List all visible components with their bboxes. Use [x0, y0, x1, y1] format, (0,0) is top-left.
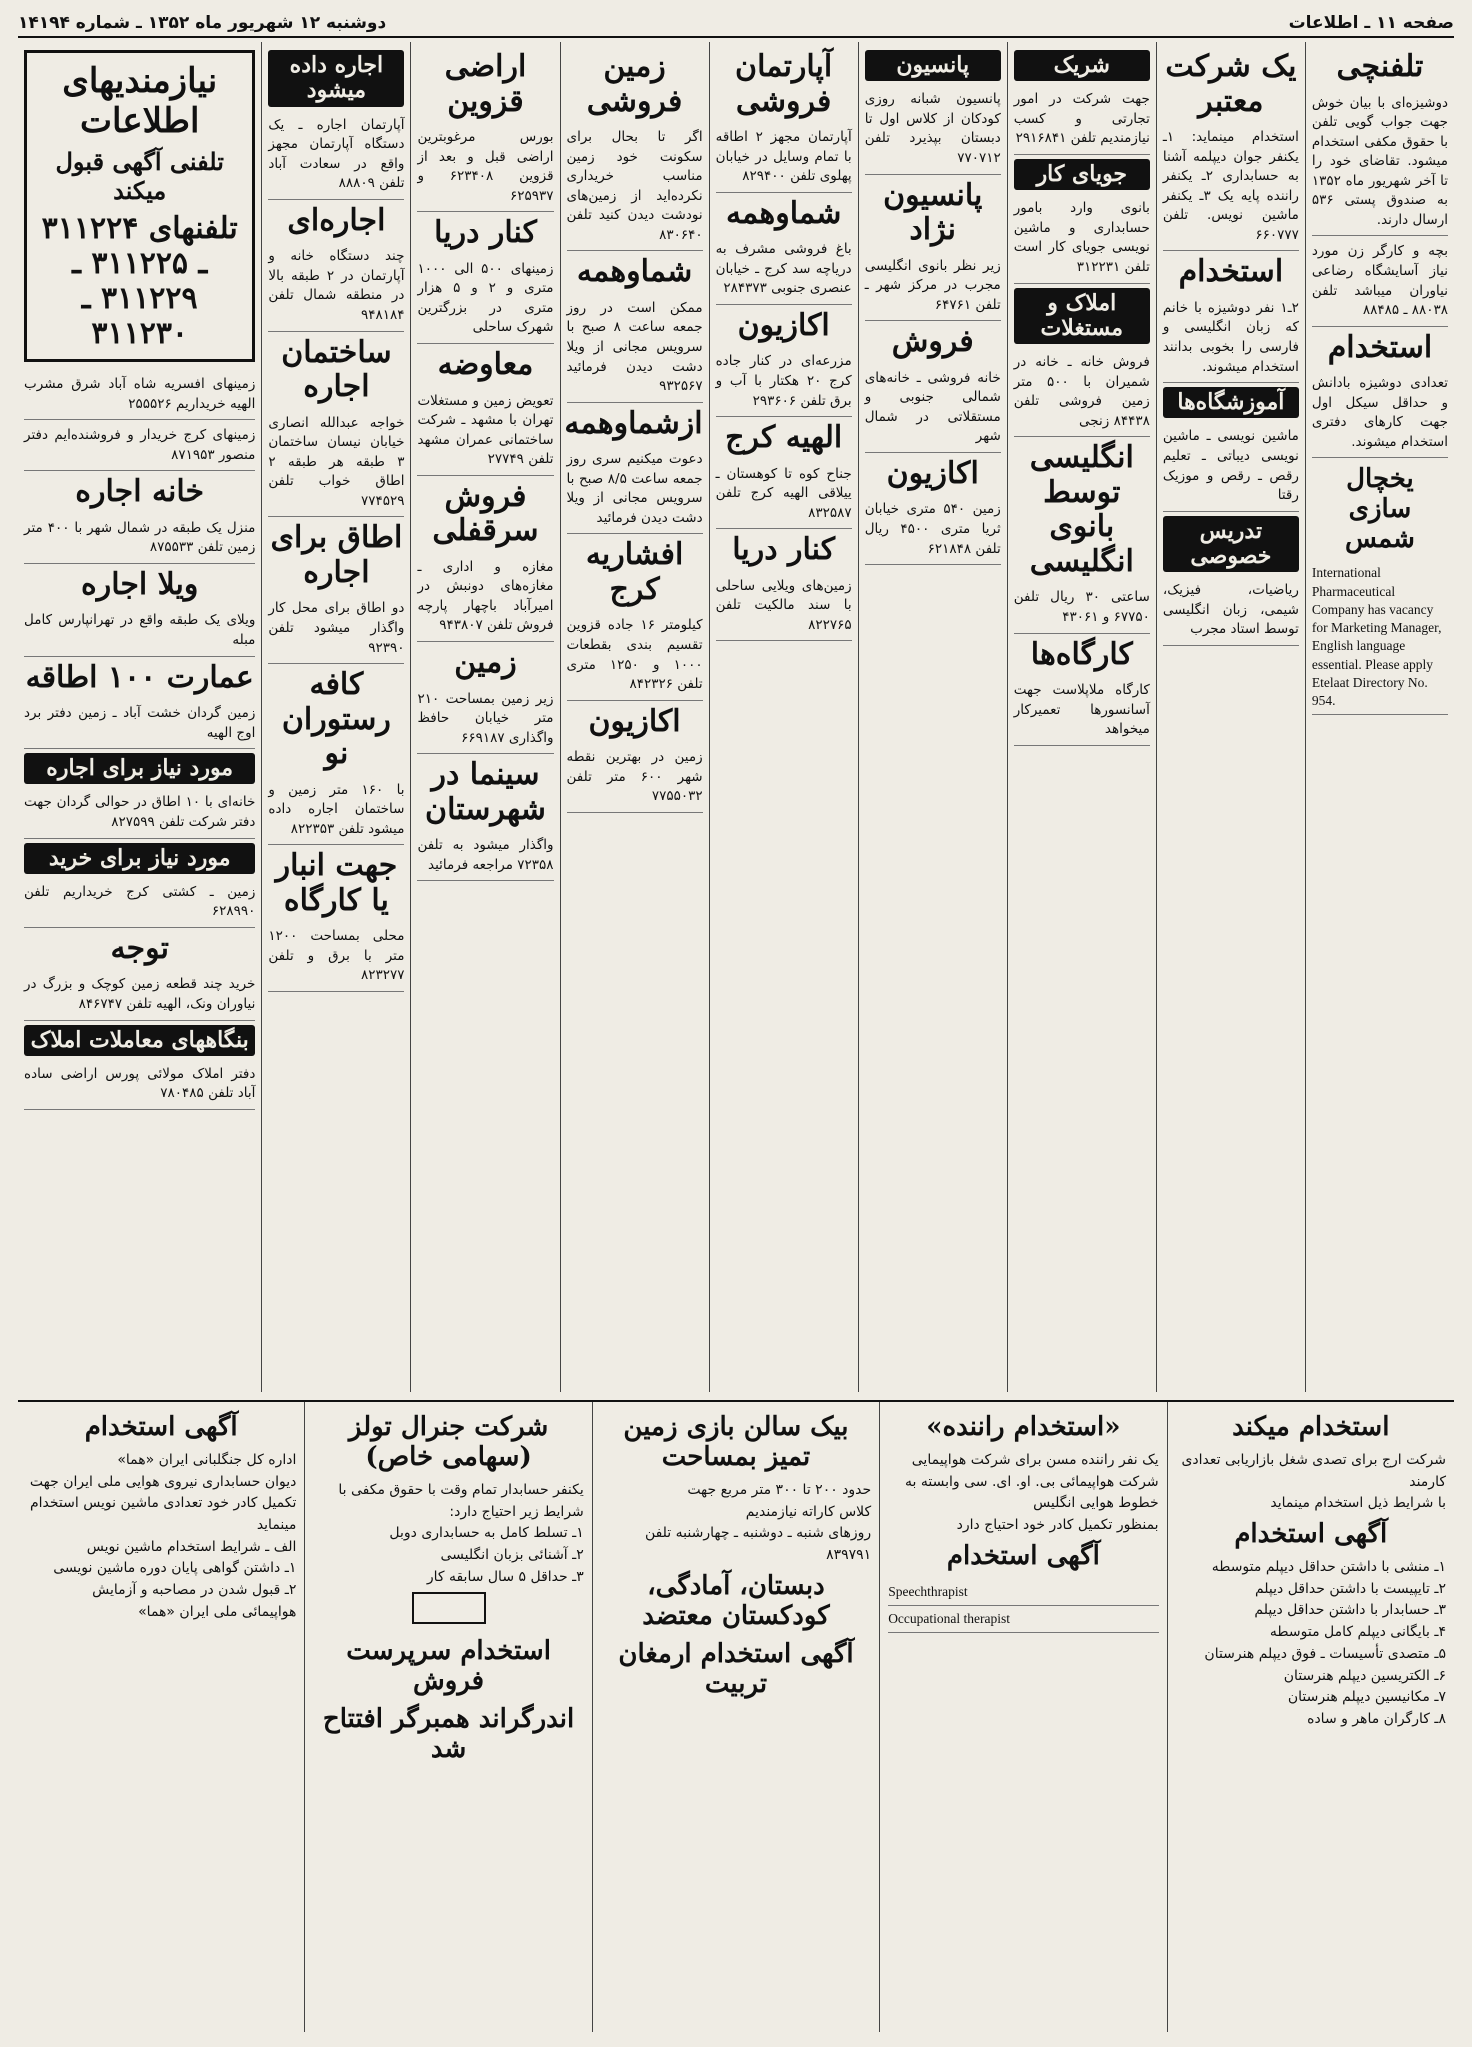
section-banner: تدریس خصوصی [1163, 516, 1299, 573]
section-heading: توجه [110, 930, 169, 966]
section-heading: استخدام [1178, 254, 1284, 290]
section-heading: سینما در شهرستان [425, 757, 546, 827]
ad-line: الف ـ شرایط استخدام ماشین نویس [86, 1538, 297, 1555]
ad-item: زمین ۵۴۰ متری خیابان ثریا متری ۴۵۰۰ ریال تلفن ۶۲۱۸۴۸ [865, 497, 1001, 565]
section-heading: ازشماوهمه [564, 405, 703, 441]
ad-line: حدود ۲۰۰ تا ۳۰۰ متر مربع جهت [687, 1482, 872, 1498]
ad-item: با ۱۶۰ متر زمین و ساختمان اجاره داده میشود تلفن ۸۲۲۳۵۳ [268, 778, 404, 846]
ad-line: ۲ـ آشنائی بزبان انگلیسی [440, 1547, 584, 1564]
ad-item: تعویض زمین و مستغلات تهران با مشهد ـ شرکت ساختمانی عمران مشهد تلفن ۲۷۷۴۹ [417, 389, 553, 476]
display-ad-title: یخچال سازی شمس [1344, 464, 1415, 555]
section-heading: اجاره‌ای [287, 202, 386, 238]
classifieds-title: نیازمندیهای اطلاعات [62, 61, 218, 141]
ad-line: شرکت ارج برای تصدی شغل بازاریابی تعدادی کارمند [1181, 1452, 1446, 1490]
english-ad-line: Occupational therapist [888, 1606, 1158, 1633]
ad-item: خانه فروشی ـ خانه‌های شمالی جنوبی و مستقلاتی در شمال شهر [865, 366, 1001, 453]
ad-line: یک نفر راننده مسن برای شرکت هواپیمایی [911, 1452, 1159, 1468]
display-ad-title: آگهی استخدام [84, 1412, 238, 1442]
ad-item: جهت شرکت در امور تجارتی و کسب نیازمندیم تلفن ۲۹۱۶۸۴۱ [1014, 87, 1150, 155]
section-heading: افشاریه کرج [585, 537, 684, 607]
ad-line: با شرایط ذیل استخدام مینماید [1270, 1495, 1446, 1512]
ad-item: دفتر املاک مولائی پورس اراضی ساده آباد تلفن ۷۸۰۴۸۵ [24, 1062, 255, 1110]
display-ad-5 [1167, 1402, 1454, 2032]
section-heading: معاوضه [437, 347, 534, 382]
column-1 [1305, 42, 1454, 1392]
section-heading: جهت انبار یا کارگاه [275, 848, 398, 918]
ad-item: کیلومتر ۱۶ جاده قزوین تقسیم بندی بقطعات ۱۰۰۰ و ۱۲۵۰ متری تلفن ۸۴۲۳۲۶ [567, 613, 703, 700]
section-banner: پانسیون [865, 50, 1001, 81]
section-heading: خانه اجاره [75, 474, 205, 510]
section-heading: اکازیون [737, 307, 830, 343]
ad-item: زمین ـ کشتی کرج خریداریم تلفن ۶۲۸۹۹۰ [24, 880, 255, 928]
section-heading: شماوهمه [725, 195, 842, 231]
ad-item: دو اطاق برای محل کار واگذار میشود تلفن ۹۲۳۹۰ [268, 596, 404, 664]
section-banner: شریک [1014, 50, 1150, 81]
ad-item: ۲ـ۱ نفر دوشیزه با خانم که زبان انگلیسی و فارسی را بخوبی بدانند استخدام میشوند. [1163, 296, 1299, 383]
section-banner: اجاره داده میشود [268, 50, 404, 107]
classifieds-subtitle: تلفنی آگهی قبول میکند [55, 147, 224, 205]
ad-line: ۱ـ تسلط کامل به حسابداری دوبل [389, 1525, 584, 1542]
ad-item: زیر زمین بمساحت ۲۱۰ متر خیابان حافظ واگذاری ۶۶۹۱۸۷ [417, 687, 553, 755]
display-ad-title: استخدام میکند [1232, 1412, 1390, 1442]
column-6 [560, 42, 709, 1392]
column-8 [261, 42, 410, 1392]
section-heading: کافه رستوران نو [281, 667, 391, 772]
ad-line: ۳ـ حسابدار با داشتن حداقل دیپلم [1254, 1602, 1446, 1619]
section-heading: الهیه کرج [725, 420, 843, 456]
classifieds-phones: تلفنهای ۳۱۱۲۲۴ ـ ۳۱۱۲۲۵ ـ ۳۱۱۲۲۹ ـ ۳۱۱۲۳۰ [41, 211, 238, 351]
ad-item: کارگاه ملاپلاست جهت آسانسورها تعمیرکار میخواهد [1014, 678, 1150, 746]
ad-line: ۱ـ منشی با داشتن حداقل دیپلم متوسطه [1211, 1559, 1446, 1576]
section-heading: انگلیسی توسط بانوی انگلیسی [1029, 440, 1134, 579]
ad-item: فروش خانه ـ خانه در شمیران با ۵۰۰ متر زمین فروشی تلفن ۸۴۴۳۸ زنجی [1014, 350, 1150, 437]
display-ad-title: دبستان، آمادگی، کودکستان معتضد [642, 1570, 830, 1631]
ad-item: ساعتی ۳۰ ریال تلفن ۶۷۷۵۰ و ۴۳۰۶۱ [1014, 585, 1150, 633]
ad-item: استخدام مینماید: ۱ـ یکنفر جوان دیپلمه آشنا به حسابداری ۲ـ یکنفر راننده پایه یک ۳ـ یکنفر ماشین نویس. تلفن ۶۶۰۷۷۷ [1163, 125, 1299, 251]
display-ad-title: استخدام سرپرست فروش [346, 1636, 551, 1697]
display-ad-4 [879, 1402, 1166, 2032]
ad-line: یکنفر حسابدار تمام وقت با حقوق مکفی با شرایط زیر احتیاج دارد: [338, 1482, 584, 1520]
ad-line: شرکت هواپیمائی بی. او. ای. سی وابسته به خطوط هوایی انگلیس [905, 1473, 1159, 1512]
column-7 [410, 42, 559, 1392]
ad-item: زمین گردان خشت آباد ـ زمین دفتر برد اوج الهیه [24, 701, 255, 749]
section-heading: زمین فروشی [586, 49, 683, 119]
ad-item: پانسیون شبانه روزی کودکان از کلاس اول تا دبستان بپذیرد تلفن ۷۷۰۷۱۲ [865, 87, 1001, 174]
english-ad-line: Speechthrapist [888, 1579, 1158, 1606]
section-heading: کارگاه‌ها [1030, 636, 1133, 672]
section-banner: مورد نیاز برای خرید [24, 843, 255, 874]
column-4 [858, 42, 1007, 1392]
ad-item: ممکن است در روز جمعه ساعت ۸ صبح با سرویس مجانی از ویلا دشت دیدن فرمائید ۹۳۲۵۶۷ [567, 296, 703, 403]
display-ad-3 [592, 1402, 879, 2032]
ad-line: اداره کل جنگلبانی ایران «هما» [117, 1452, 297, 1468]
display-ad-title: آگهی استخدام [946, 1540, 1100, 1571]
ad-item: منزل یک طبقه در شمال شهر با ۴۰۰ متر زمین تلفن ۸۷۵۵۳۳ [24, 516, 255, 564]
ad-item: باغ فروشی مشرف به دریاچه سد کرج ـ خیابان عنصری جنوبی ۲۸۴۳۷۳ [716, 237, 852, 305]
ad-line: بمنظور تکمیل کادر خود احتیاج دارد [956, 1517, 1159, 1534]
display-ad-title: بیک سالن بازی زمین تمیز بمساحت [623, 1412, 849, 1472]
section-heading: پانسیون نژاد [883, 177, 983, 248]
ad-line: ۸ـ کارگران ماهر و ساده [1307, 1710, 1446, 1727]
ad-item: دعوت میکنیم سری روز جمعه ساعت ۸/۵ صبح با سرویس مجانی از ویلا دشت دیدن فرمائید [567, 447, 703, 534]
section-heading: ساختمان اجاره [281, 334, 392, 405]
ad-item: ماشین نویسی ـ ماشین نویسی دیباتی ـ تعلیم رقص ـ رقص و موزیک رقتا [1163, 424, 1299, 511]
column-1-heading: تلفنچی [1336, 49, 1424, 84]
section-banner: آموزشگاه‌ها [1163, 387, 1299, 418]
section-heading: کنار دریا [434, 215, 537, 251]
ad-item: مغازه و اداری ـ مغازه‌های دونبش در امیرآباد باچهار پارچه فروش تلفن ۹۴۳۸۰۷ [417, 555, 553, 642]
ad-item: محلی بمساحت ۱۲۰۰ متر با برق و تلفن ۸۲۳۲۷۷ [268, 924, 404, 992]
section-heading: اکازیون [886, 455, 979, 491]
english-ad: International Pharmaceutical Company has vacancy for Marketing Manager, English language essential. Please apply Etelaat Directory No. 954. [1312, 560, 1448, 715]
ad-item: چند دستگاه خانه و آپارتمان در ۲ طبقه بالا در منطقه شمال تلفن ۹۴۸۱۸۴ [268, 244, 404, 331]
ad-item: بانوی وارد بامور حسابداری و ماشین نویسی جویای کار است تلفن ۳۱۲۲۳۱ [1014, 196, 1150, 283]
ad-item: جناح کوه تا کوهستان ـ ییلاقی الهیه کرج تلفن ۸۳۲۵۸۷ [716, 462, 852, 530]
ad-line: ۶ـ الکتریسین دیپلم هنرستان [1283, 1667, 1446, 1684]
ad-item: اگر تا بحال برای سکونت خود زمین مناسب خریداری نکرده‌اید از زمین‌های نودشت دیدن کنید تلفن ۸۳۰۶۴۰ [567, 125, 703, 251]
ad-item: خواجه عبدالله انصاری خیابان نیسان ساختمان ۳ طبقه هر طبقه ۲ اطاق خواب تلفن ۷۷۴۵۲۹ [268, 411, 404, 518]
ad-item: خرید چند قطعه زمین کوچک و بزرگ در نیاوران ونک، الهیه تلفن ۸۴۶۷۴۷ [24, 972, 255, 1020]
ad-item: زمین در بهترین نقطه شهر ۶۰۰ متر تلفن ۷۷۵۵۰۳۲ [567, 745, 703, 813]
company-logo-icon [412, 1592, 486, 1624]
section-heading: آپارتمان فروشی [735, 49, 833, 119]
ad-line: دیوان حسابداری نیروی هوایی ملی ایران جهت تکمیل کادر خود تعدادی ماشین نویس استخدام مینماید [29, 1473, 297, 1534]
section-heading: استخدام [1327, 329, 1433, 365]
ad-item: تعدادی دوشیزه بادانش و حداقل سیکل اول جهت کارهای دفتری استخدام میشوند. [1312, 371, 1448, 458]
ad-line: ۴ـ بایگانی دیپلم کامل متوسطه [1269, 1624, 1446, 1641]
display-ad-title: شرکت جنرال تولز (سهامی خاص) [348, 1412, 549, 1472]
display-ad-1 [18, 1402, 304, 2032]
section-banner: بنگاههای معاملات املاک [24, 1025, 255, 1056]
masthead [18, 10, 1454, 38]
ad-item: آپارتمان اجاره ـ یک دستگاه آپارتمان مجهز واقع در سعادت آباد تلفن ۸۸۸۰۹ [268, 113, 404, 200]
section-heading: شماوهمه [576, 254, 693, 290]
section-banner: املاک و مستغلات [1014, 288, 1150, 345]
ad-item: خانه‌ای با ۱۰ اطاق در حوالی گردان جهت دفتر شرکت تلفن ۸۲۷۵۹۹ [24, 790, 255, 838]
ad-line: ۷ـ مکانیسین دیپلم هنرستان [1287, 1689, 1446, 1706]
section-heading: فروش [891, 324, 974, 360]
ad-line: ۲ـ قبول شدن در مصاحبه و آزمایش [92, 1582, 297, 1599]
column-5 [709, 42, 858, 1392]
classified-columns [18, 42, 1454, 1392]
ad-item: زیر نظر بانوی انگلیسی مجرب در مرکز شهر ـ تلفن ۶۴۷۶۱ [865, 254, 1001, 322]
ad-line: هواپیمائی ملی ایران «هما» [138, 1603, 297, 1620]
ad-item: زمین‌های ویلایی ساحلی با سند مالکیت تلفن ۸۲۲۷۶۵ [716, 574, 852, 642]
ad-item: بچه و کارگر زن مورد نیاز آسایشگاه رضاعی نیاوران میباشد تلفن ۸۸۰۳۸ ـ ۸۸۴۸۵ [1312, 239, 1448, 326]
section-heading: فروش سرقفلی [432, 478, 539, 549]
display-ad-title: اندرگراند همبرگر افتتاح شد [322, 1704, 575, 1765]
ad-item: زمینهای ۵۰۰ الی ۱۰۰۰ متری و ۲ و ۵ هزار متری در بزرگترین شهرک ساحلی [417, 257, 553, 344]
ad-item: بورس مرغوبترین اراضی قبل و بعد از قزوین ۶۲۳۴۰۸ و ۶۲۵۹۳۷ [417, 125, 553, 212]
display-ads-row [18, 1400, 1454, 2032]
ad-item: زمینهای کرج خریدار و فروشنده‌ایم دفتر منصور ۸۷۱۹۵۳ [24, 423, 255, 471]
issue-date: دوشنبه ۱۲ شهریور ماه ۱۳۵۲ ـ شماره ۱۴۱۹۴ [18, 13, 387, 33]
section-heading: اراضی قزوین [444, 49, 527, 119]
section-heading: اطاق برای اجاره [270, 520, 403, 590]
section-banner: جویای کار [1014, 159, 1150, 190]
ad-item: ریاضیات، فیزیک، شیمی، زبان انگلیسی توسط استاد مجرب [1163, 578, 1299, 646]
section-heading: ویلا اجاره [80, 566, 199, 602]
classifieds-phone-box [24, 50, 255, 362]
ad-line: روزهای شنبه ـ دوشنبه ـ چهارشنبه تلفن ۸۳۹۷۹۱ [644, 1525, 872, 1564]
section-heading: زمین [454, 645, 517, 680]
display-ad-title: آگهی استخدام [1234, 1519, 1388, 1550]
ad-line: ۳ـ حداقل ۵ سال سابقه کار [426, 1568, 584, 1585]
page-label: صفحه ۱۱ ـ اطلاعات [1288, 13, 1454, 33]
ad-item: دوشیزه‌ای با بیان خوش جهت جواب گویی تلفن با حقوق مکفی استخدام میشود. تقاضای خود را تا آخر شهریور ماه ۱۳۵۲ به صندوق پستی ۵۳۶ ارسال دارند. [1312, 91, 1448, 237]
column-3 [1007, 42, 1156, 1392]
section-heading: عمارت ۱۰۰ اطاقه [25, 659, 254, 695]
section-heading: اکازیون [588, 703, 681, 739]
display-ad-2 [304, 1402, 591, 2032]
ad-item: آپارتمان مجهز ۲ اطاقه با تمام وسایل در خیابان پهلوی تلفن ۸۲۹۴۰۰ [716, 125, 852, 193]
ad-line: ۵ـ متصدی تأسیسات ـ فوق دیپلم هنرستان [1204, 1645, 1446, 1662]
ad-item: ویلای یک طبقه واقع در تهرانپارس کامل مبله [24, 608, 255, 656]
column-2 [1156, 42, 1305, 1392]
section-banner: مورد نیاز برای اجاره [24, 753, 255, 784]
ad-line: کلاس کاراته نیازمندیم [745, 1503, 872, 1520]
ad-line: ۲ـ تایپیست با داشتن حداقل دیپلم [1254, 1580, 1446, 1597]
display-ad-title: آگهی استخدام ارمغان تربیت [618, 1638, 854, 1699]
section-heading: کنار دریا [732, 532, 836, 568]
display-ad-title: «استخدام راننده» [926, 1412, 1121, 1442]
ad-item: زمینهای افسریه شاه آباد شرق مشرب الهیه خریداریم ۲۵۵۵۲۶ [24, 372, 255, 420]
ad-item: واگذار میشود به تلفن ۷۲۳۵۸ مراجعه فرمائید [417, 833, 553, 881]
column-9 [18, 42, 261, 1392]
ad-item: مزرعه‌ای در کنار جاده کرج ۲۰ هکتار با آب و برق تلفن ۲۹۳۶۰۶ [716, 349, 852, 417]
ad-line: ۱ـ داشتن گواهی پایان دوره ماشین نویسی [53, 1560, 297, 1577]
section-heading: یک شرکت معتبر [1165, 49, 1297, 119]
